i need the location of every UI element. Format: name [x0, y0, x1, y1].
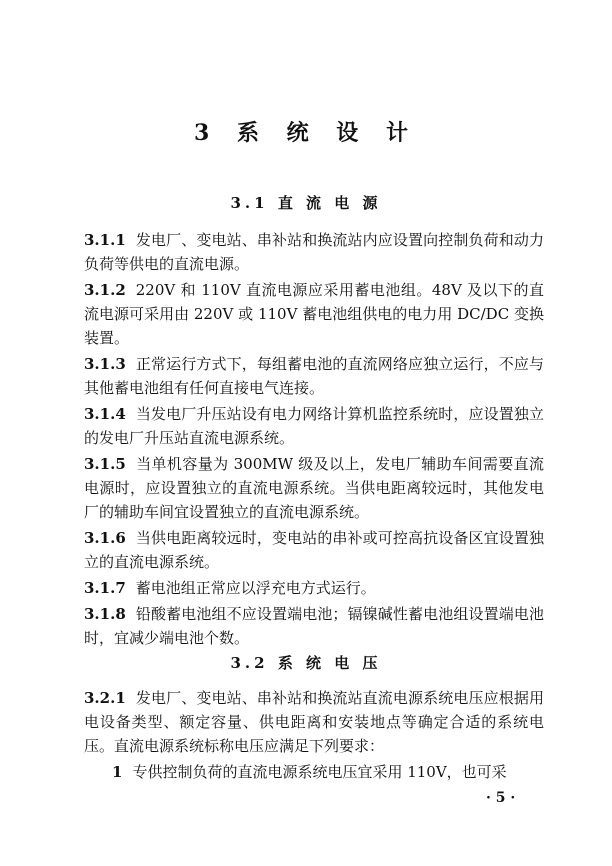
clause-3-1-8	[84, 602, 544, 650]
clause-3-1-4	[84, 402, 544, 450]
clause-number: 3.1.2	[84, 281, 126, 299]
section-title-3-1: 3.1 直 流 电 源	[230, 194, 382, 212]
clause-3-2-1	[84, 686, 544, 758]
clause-text: 铅酸蓄电池组不应设置端电池；镉镍碱性蓄电池组设置端电池时，宜减少端电池个数。	[84, 605, 544, 647]
clause-text: 220V 和 110V 直流电源应采用蓄电池组。48V 及以下的直流电源可采用由 220V 或 110V 蓄电池组供电的电力用 DC/DC 变换装置。	[84, 281, 544, 347]
section-3-2-body	[84, 686, 544, 784]
clause-text: 发电厂、变电站、串补站和换流站内应设置向控制负荷和动力负荷等供电的直流电源。	[84, 231, 544, 273]
clause-text: 蓄电池组正常应以浮充电方式运行。	[135, 579, 376, 597]
clause-3-1-5	[84, 452, 544, 524]
clause-3-1-6	[84, 526, 544, 574]
clause-text: 正常运行方式下，每组蓄电池的直流网络应独立运行，不应与其他蓄电池组有任何直接电气连接。	[84, 355, 544, 397]
clause-text: 当供电距离较远时，变电站的串补或可控高抗设备区宜设置独立的直流电源系统。	[84, 529, 544, 571]
clause-number: 3.1.6	[84, 529, 126, 547]
section-3-1-body	[84, 228, 544, 652]
clause-number: 3.1.4	[84, 405, 126, 423]
list-item-1	[84, 760, 544, 784]
clause-number: 3.1.8	[84, 605, 126, 623]
clause-text: 当单机容量为 300MW 级及以上，发电厂辅助车间需要直流电源时，应设置独立的直流电源系统。当供电距离较远时，其他发电厂的辅助车间宜设置独立的直流电源系统。	[84, 455, 544, 521]
clause-number: 3.1.1	[84, 231, 126, 249]
clause-3-1-2	[84, 278, 544, 350]
clause-number: 3.1.5	[84, 455, 126, 473]
clause-3-1-7	[84, 576, 544, 600]
item-number: 1	[112, 763, 123, 781]
section-title-3-2: 3.2 系 统 电 压	[230, 654, 382, 672]
chapter-title: 3 系 统 设 计	[194, 120, 418, 146]
page-number: · 5 ·	[486, 790, 516, 806]
clause-number: 3.1.3	[84, 355, 126, 373]
clause-number: 3.1.7	[84, 579, 126, 597]
clause-number: 3.2.1	[84, 689, 126, 707]
clause-text: 发电厂、变电站、串补站和换流站直流电源系统电压应根据用电设备类型、额定容量、供电距离和安装地点等确定合适的系统电压。直流电源系统标称电压应满足下列要求：	[84, 689, 544, 755]
clause-3-1-3	[84, 352, 544, 400]
clause-text: 当发电厂升压站设有电力网络计算机监控系统时，应设置独立的发电厂升压站直流电源系统。	[84, 405, 544, 447]
clause-3-1-1	[84, 228, 544, 276]
item-text: 专供控制负荷的直流电源系统电压宜采用 110V，也可采	[132, 763, 507, 781]
